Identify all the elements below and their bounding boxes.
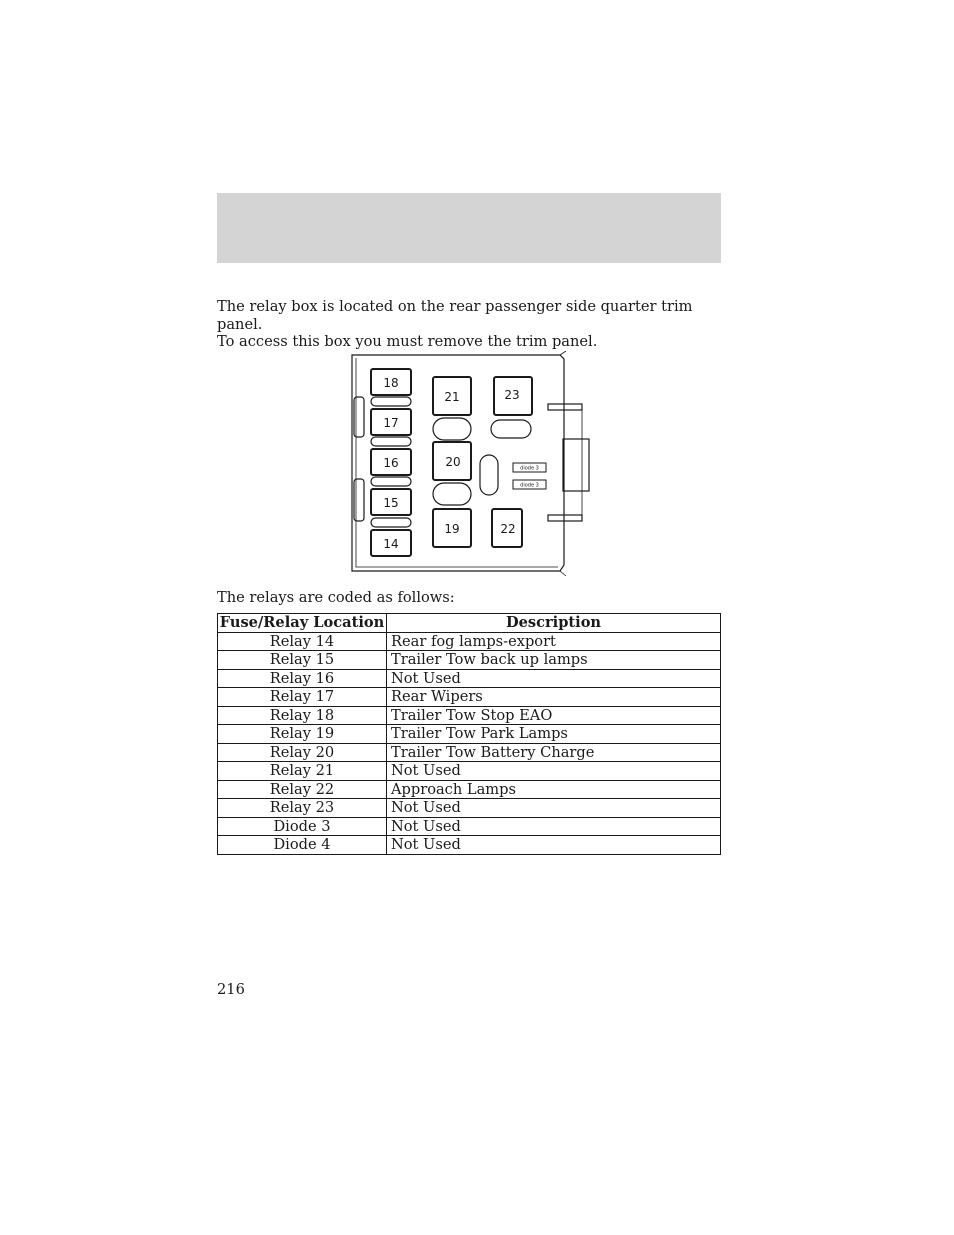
cell-description: Trailer Tow Stop EAO xyxy=(387,706,721,725)
table-row xyxy=(218,725,721,744)
header-description: Description xyxy=(387,614,721,633)
relay-label-22: 22 xyxy=(500,522,516,536)
cell-location: Relay 23 xyxy=(218,799,387,818)
cell-description: Approach Lamps xyxy=(387,780,721,799)
cell-description: Trailer Tow Battery Charge xyxy=(387,743,721,762)
table-row xyxy=(218,688,721,707)
cell-location: Relay 17 xyxy=(218,688,387,707)
spare-slot-4 xyxy=(480,455,498,495)
table-row xyxy=(218,799,721,818)
cell-location: Diode 3 xyxy=(218,817,387,836)
relay-label-20: 20 xyxy=(445,455,461,469)
relay-label-17: 17 xyxy=(383,416,399,430)
table-row xyxy=(218,669,721,688)
left-latch-bottom xyxy=(354,479,364,521)
coded-caption: The relays are coded as follows: xyxy=(217,589,455,606)
cell-location: Relay 21 xyxy=(218,762,387,781)
table-row xyxy=(218,762,721,781)
cell-location: Diode 4 xyxy=(218,836,387,855)
cell-description: Rear fog lamps-export xyxy=(387,632,721,651)
relay-label-14: 14 xyxy=(383,537,399,551)
intro-paragraph xyxy=(217,298,737,351)
right-clip-top xyxy=(548,404,582,410)
intro-line-1: The relay box is located on the rear passenger side quarter trim panel. xyxy=(217,298,693,333)
cell-description: Trailer Tow back up lamps xyxy=(387,651,721,670)
cell-description: Not Used xyxy=(387,762,721,781)
relay-table xyxy=(217,613,721,855)
diode-label-b: diode 3 xyxy=(520,482,539,489)
relay-label-15: 15 xyxy=(383,496,399,510)
cell-description: Not Used xyxy=(387,669,721,688)
spare-slot-3 xyxy=(491,420,531,438)
relay-label-19: 19 xyxy=(444,522,460,536)
cell-location: Relay 16 xyxy=(218,669,387,688)
right-clip-bottom xyxy=(548,515,582,521)
cell-location: Relay 19 xyxy=(218,725,387,744)
table-row xyxy=(218,706,721,725)
table-row xyxy=(218,632,721,651)
cell-description: Not Used xyxy=(387,817,721,836)
cell-description: Trailer Tow Park Lamps xyxy=(387,725,721,744)
cell-description: Not Used xyxy=(387,836,721,855)
header-band xyxy=(217,193,721,263)
table-row xyxy=(218,743,721,762)
left-latch-top xyxy=(354,397,364,437)
cell-location: Relay 22 xyxy=(218,780,387,799)
header-location: Fuse/Relay Location xyxy=(218,614,387,633)
table-row xyxy=(218,780,721,799)
page-number: 216 xyxy=(217,981,245,998)
cell-description: Rear Wipers xyxy=(387,688,721,707)
right-connector xyxy=(563,439,589,491)
cell-location: Relay 20 xyxy=(218,743,387,762)
spare-slot-2 xyxy=(433,483,471,505)
table-row xyxy=(218,836,721,855)
relay-label-21: 21 xyxy=(444,390,460,404)
cell-location: Relay 15 xyxy=(218,651,387,670)
cell-location: Relay 18 xyxy=(218,706,387,725)
table-row xyxy=(218,817,721,836)
relay-label-23: 23 xyxy=(504,388,520,402)
cell-location: Relay 14 xyxy=(218,632,387,651)
diode-label-a: diode 3 xyxy=(520,465,539,472)
relay-box-diagram xyxy=(346,349,596,579)
table-row xyxy=(218,651,721,670)
relay-label-16: 16 xyxy=(383,456,399,470)
table-header-row xyxy=(218,614,721,633)
intro-line-2: To access this box you must remove the trim panel. xyxy=(217,333,598,350)
cell-description: Not Used xyxy=(387,799,721,818)
relay-label-18: 18 xyxy=(383,376,399,390)
spare-slot-1 xyxy=(433,418,471,440)
